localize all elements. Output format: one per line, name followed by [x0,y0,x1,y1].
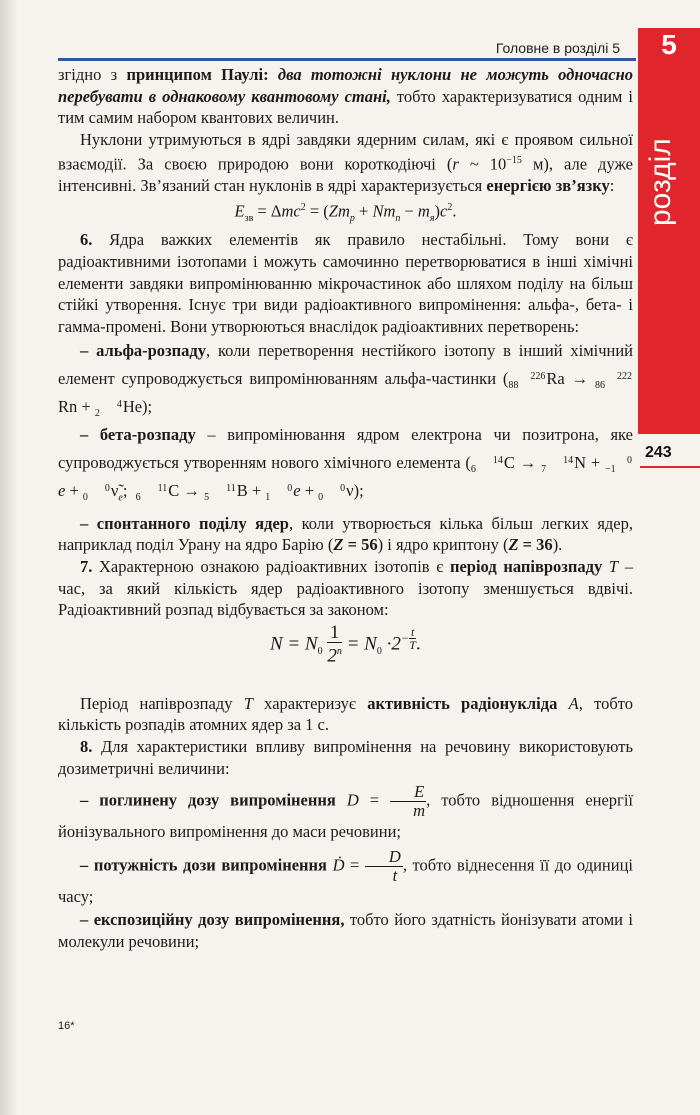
page-number: 243 [645,444,672,461]
page-binding-shadow [0,0,18,1115]
paragraph-pauli: згідно з принципом Паулі: два тотожні нуклони не можуть одночасно перебувати в однаковому квантовому стані, тобто характеризуватися одним і тим самим набором квантових величин. [58,65,633,128]
page-number-rule [640,466,700,468]
dose-rate-item: – потужність дози випромінення Ḋ = $\frac{D}{t}$ , тобто віднесення її до одиниці часу; [58,847,633,907]
paragraph-dosimetry: 8. Для характеристики впливу випромінення на речовину використовують дозиметричні величини: [58,737,633,778]
chapter-number: 5 [661,29,677,60]
fission-item: – спонтанного поділу ядер, коли утворюється кілька більш легких ядер, наприклад поділ Урану на ядро Барію (Z = 56) і ядро криптону (Z = 36). [58,513,634,555]
beta-decay-item: – бета-розпаду – випромінювання ядром електрона чи позитрона, яке супроводжується утворенням нового хімічного елемента ( 14 6 C → 14 7 N + 0 −1e + 0 0 $\nũ_e$; 11 6 C → 11 5 B + 0 1 e + 0 0 ν); [58,425,633,504]
binding-energy-formula: $E_{зв} = \Delta mc^2 = (Zm_p + Nm_n - m_я)c^2$. [234,201,457,224]
paragraph-radioactivity: 6. Ядра важких елементів як правило нестабільні. Тому вони є радіоактивними ізотопами і можуть самочинно перетворюватися в інші хімічні елементи завдяки випромінюванню мікрочастинок або шляхом поділу на більш стійкі утворення. Існує три види радіоактивного випромінення: альфа-, бета- і гамма-промені. Вони утворюються внаслідок радіоактивних перетворень: [58,230,633,336]
printer-signature: 16* [58,1020,75,1032]
main-text [58,64,633,952]
exposure-dose-item: – експозиційну дозу випромінення, тобто його здатність йонізувати атоми і молекули речовини; [58,910,633,951]
header-rule [58,58,636,61]
chapter-tab [638,28,700,434]
paragraph-activity: Період напіврозпаду T характеризує активність радіонукліда A, тобто кількість розпадів атомних ядер за 1 с. [58,693,633,735]
alpha-decay-item: – альфа-розпаду, коли перетворення нестійкого ізотопу в інший хімічний елемент супроводжується випромінюванням альфа-частинки ( 226 88 Ra → 222 86Rn + 4 2 He); [58,341,634,419]
chapter-word: розділ [644,138,677,226]
paragraph-half-life: 7. Характерною ознакою радіоактивних ізотопів є період напіврозпаду T – час, за який кількість ядер радіоактивного ізотопу зменшується вдвічі. Радіоактивний розпад відбувається за законом: [58,556,634,620]
running-header: Головне в розділі 5 [495,40,620,56]
paragraph-nuclear-forces: Нуклони утримуються в ядрі завдяки ядерним силам, які є проявом сильної взаємодії. За своєю природою вони короткодіючі (r ~ $10^{-15}$ м), але дуже інтенсивні. Зв’язаний стан нуклонів в ядрі характеризується енергією зв’язку: [58,129,633,196]
absorbed-dose-item: – поглинену дозу випромінення D = $\frac{E}{m}$ , тобто відношення енергії йонізувального випромінення до маси речовини; [58,782,633,842]
decay-law-formula: $N = N_0$ $\frac{1}{2^n}$ = $N_0 \cdot 2^{- \frac{t}{T}}$ . [269,621,422,667]
